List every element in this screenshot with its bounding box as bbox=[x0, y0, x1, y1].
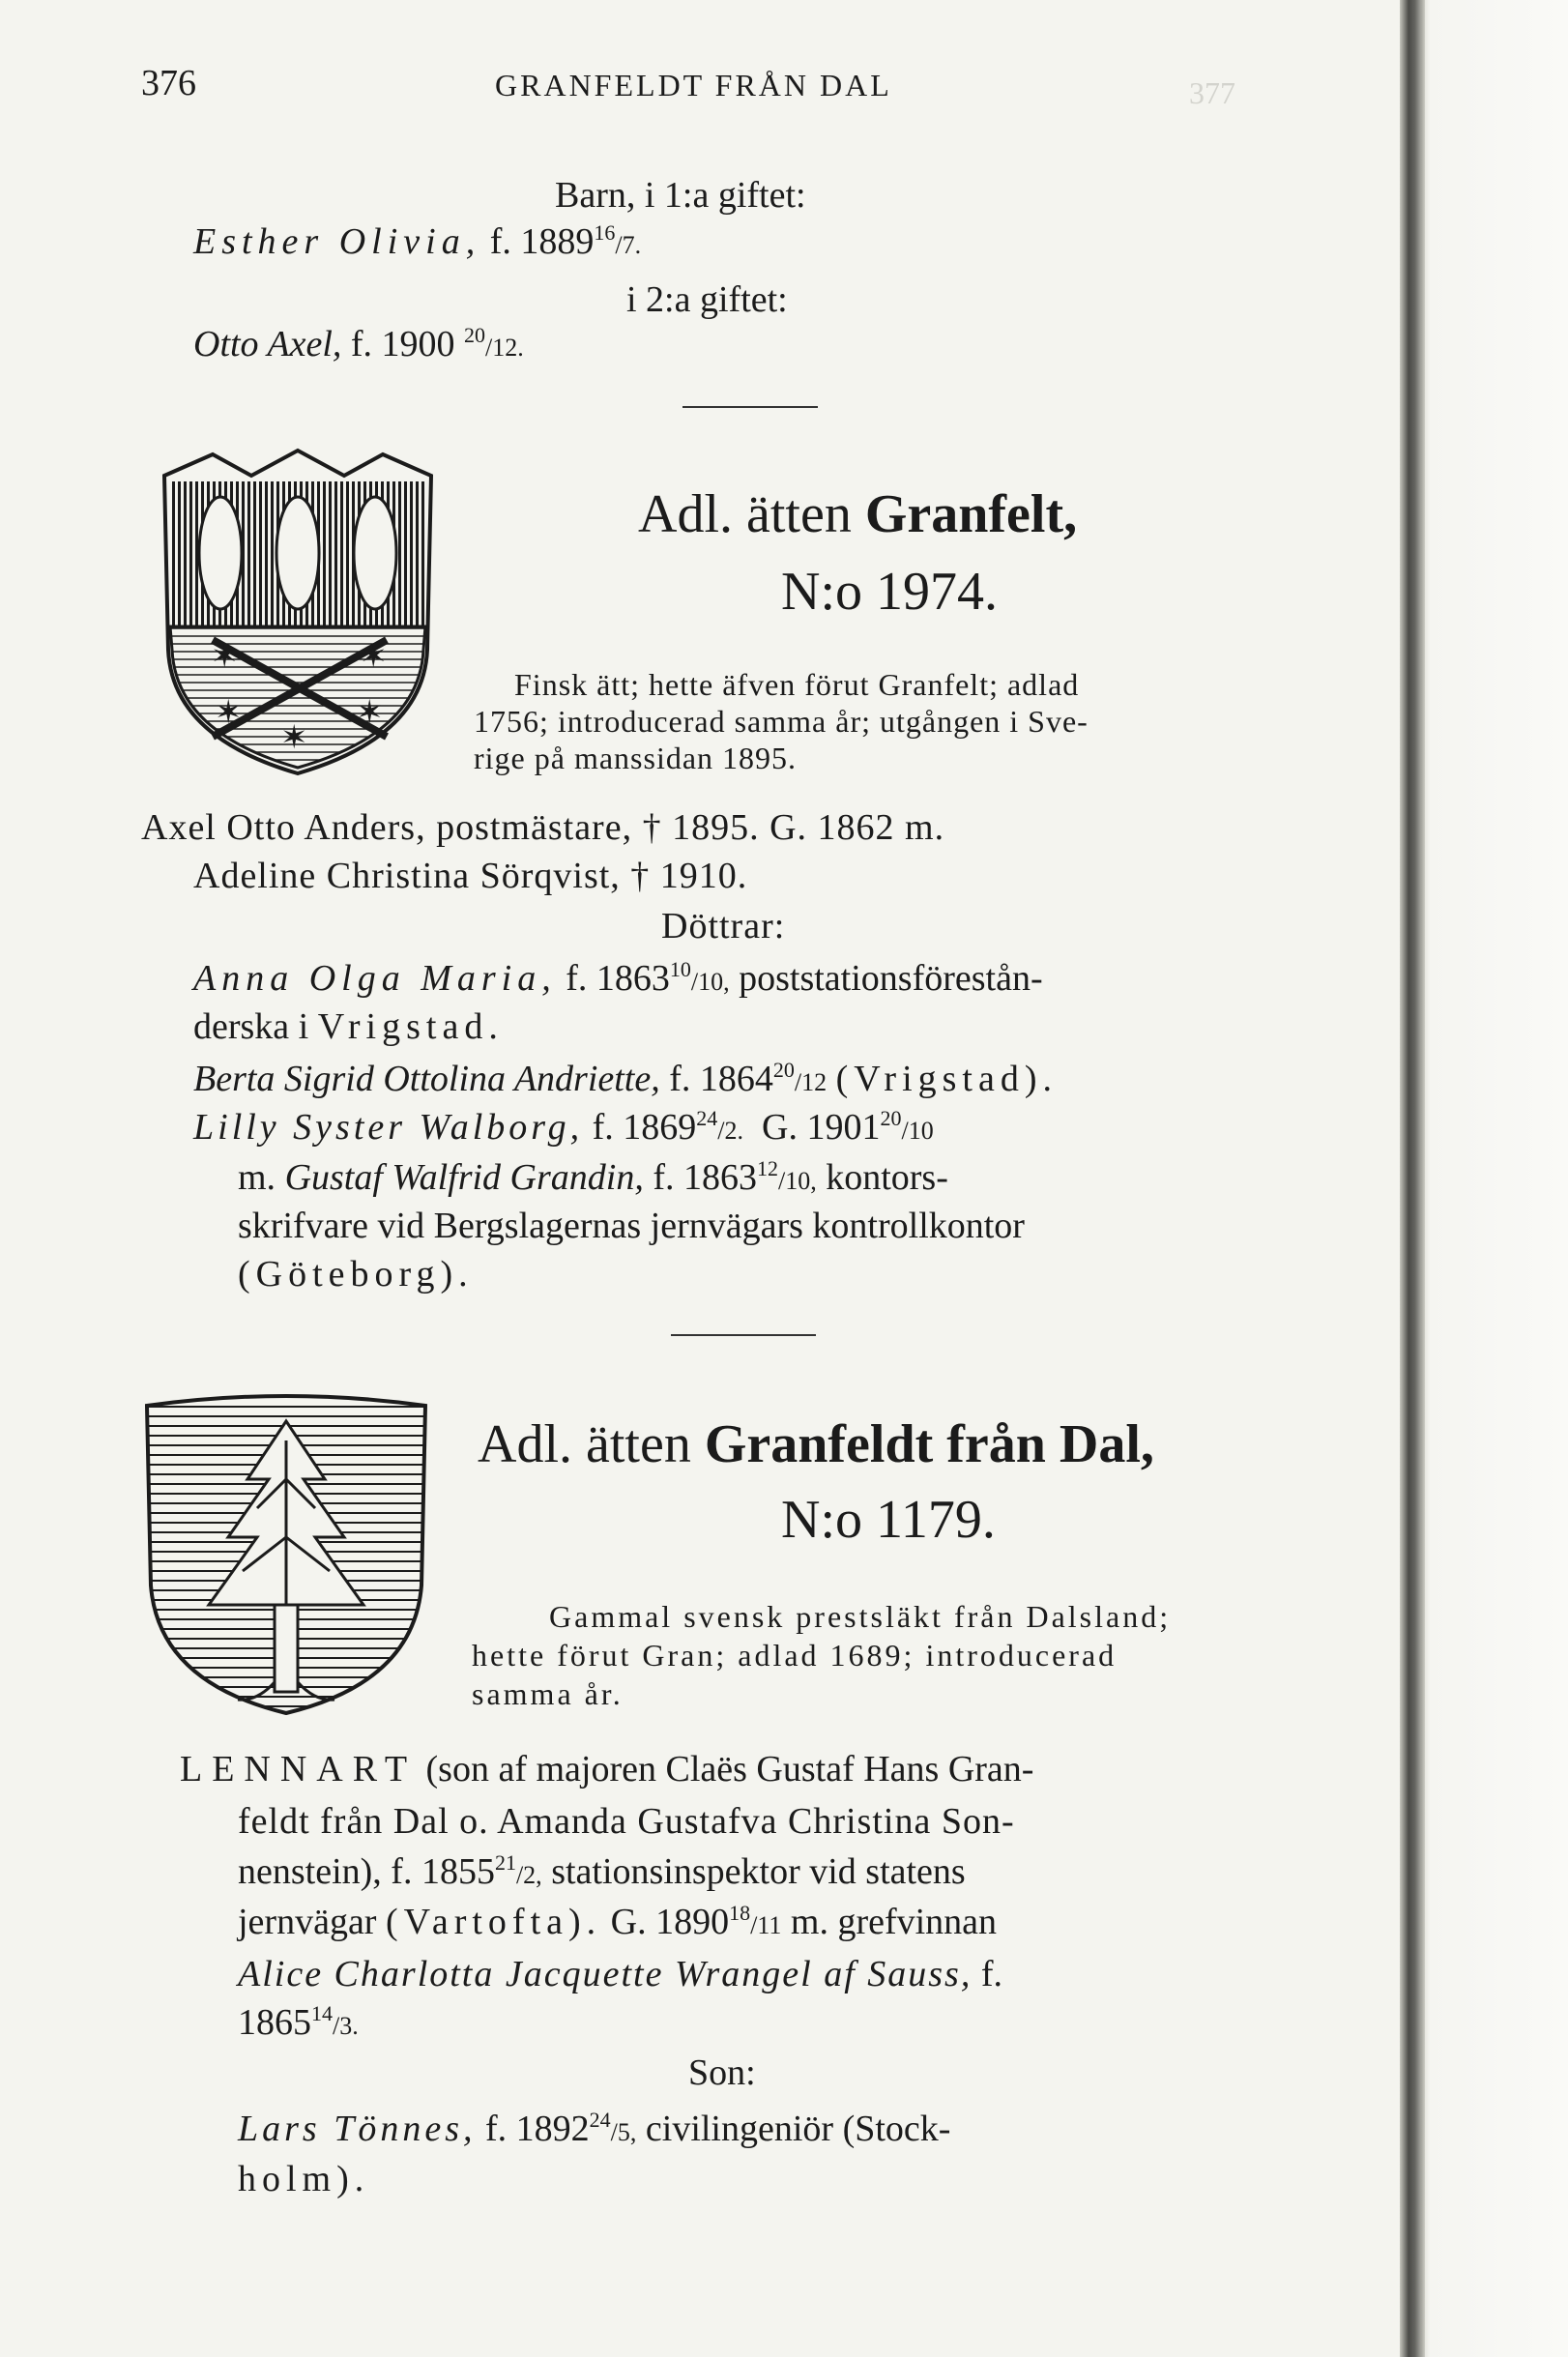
page-number: 376 bbox=[141, 63, 196, 103]
family-description-line: samma år. bbox=[472, 1676, 624, 1711]
daughters-heading: Döttrar: bbox=[661, 906, 786, 946]
coat-of-arms-granfeldt-fran-dal bbox=[141, 1392, 431, 1717]
entry-esther: Esther Olivia, f. 1889$^{16}$/7. bbox=[193, 220, 642, 262]
entry-berta: Berta Sigrid Ottolina Andriette, f. 1864$^{20}$/12 (Vrigstad). bbox=[193, 1058, 1059, 1099]
svg-text:✶: ✶ bbox=[280, 718, 308, 757]
family-description-line: rige på manssidan 1895. bbox=[474, 741, 798, 775]
entry-lennart-cont: feldt från Dal o. Amanda Gustafva Christina Son- bbox=[238, 1801, 1015, 1842]
entry-lennart: LENNART (son af majoren Claës Gustaf Hans Gran- bbox=[180, 1749, 1034, 1790]
entry-anna-olga-maria: Anna Olga Maria, f. 1863$^{10}$/10, poststationsförestån- bbox=[193, 957, 1043, 999]
entry-lennart-cont: jernvägar (Vartofta). G. 1890$^{18}$/11 m. grefvinnan bbox=[238, 1901, 998, 1942]
entry-lilly-husband-place: (Göteborg). bbox=[238, 1254, 474, 1295]
family-description-line: hette förut Gran; adlad 1689; introducerad bbox=[472, 1638, 1118, 1673]
bleed-through-page-number: 377 bbox=[1189, 75, 1235, 110]
entry-otto: Otto Axel, f. 1900 $^{20}$/12. bbox=[193, 323, 524, 364]
entry-lilly: Lilly Syster Walborg, f. 1869$^{24}$/2. G. 1901$^{20}$/10 bbox=[193, 1106, 934, 1148]
son-heading: Son: bbox=[688, 2052, 756, 2093]
book-spine-shadow bbox=[1400, 0, 1425, 2357]
entry-lilly-husband-cont: skrifvare vid Bergslagernas jernvägars kontrollkontor bbox=[238, 1206, 1025, 1246]
family-description-line: Finsk ätt; hette äfven förut Granfelt; adlad bbox=[514, 667, 1080, 702]
section-divider bbox=[671, 1334, 816, 1336]
entry-lars-tonnes: Lars Tönnes, f. 1892$^{24}$/5, civilingeniör (Stock- bbox=[238, 2108, 951, 2149]
facing-page-edge bbox=[1421, 0, 1568, 2357]
section-divider bbox=[682, 406, 818, 408]
entry-axel-otto-anders: Axel Otto Anders, postmästare, † 1895. G. 1862 m. bbox=[141, 807, 945, 848]
family-description-line: Gammal svensk prestsläkt från Dalsland; bbox=[549, 1599, 1172, 1634]
entry-lennart-wife-birth: 1865$^{14}$/3. bbox=[238, 2001, 359, 2043]
entry-lars-tonnes-cont: holm). bbox=[238, 2159, 370, 2199]
second-marriage-heading: i 2:a giftet: bbox=[626, 279, 788, 320]
svg-text:✶: ✶ bbox=[360, 637, 388, 676]
family-title-granfeldt-fran-dal: Adl. ätten Granfeldt från Dal, bbox=[478, 1414, 1154, 1474]
children-heading: Barn, i 1:a giftet: bbox=[555, 175, 806, 216]
svg-text:✶: ✶ bbox=[356, 693, 384, 732]
family-title-granfelt: Adl. ätten Granfelt, bbox=[638, 484, 1078, 544]
entry-lilly-husband: m. Gustaf Walfrid Grandin, f. 1863$^{12}$/10, kontors- bbox=[238, 1156, 948, 1198]
running-title: GRANFELDT FRÅN DAL bbox=[495, 68, 892, 102]
entry-axel-otto-anders-cont: Adeline Christina Sörqvist, † 1910. bbox=[193, 856, 748, 896]
family-description-line: 1756; introducerad samma år; utgången i Sve- bbox=[474, 704, 1089, 739]
family-number-granfelt: N:o 1974. bbox=[781, 562, 998, 622]
svg-text:✶: ✶ bbox=[215, 693, 243, 732]
entry-anna-olga-maria-cont: derska i Vrigstad. bbox=[193, 1006, 504, 1047]
family-number-granfeldt-fran-dal: N:o 1179. bbox=[781, 1490, 996, 1550]
entry-lennart-wife: Alice Charlotta Jacquette Wrangel af Sauss, f. bbox=[238, 1954, 1003, 1994]
svg-text:✶: ✶ bbox=[211, 637, 239, 676]
coat-of-arms-granfelt bbox=[155, 447, 441, 779]
entry-lennart-cont: nenstein), f. 1855$^{21}$/2, stationsinspektor vid statens bbox=[238, 1850, 966, 1892]
